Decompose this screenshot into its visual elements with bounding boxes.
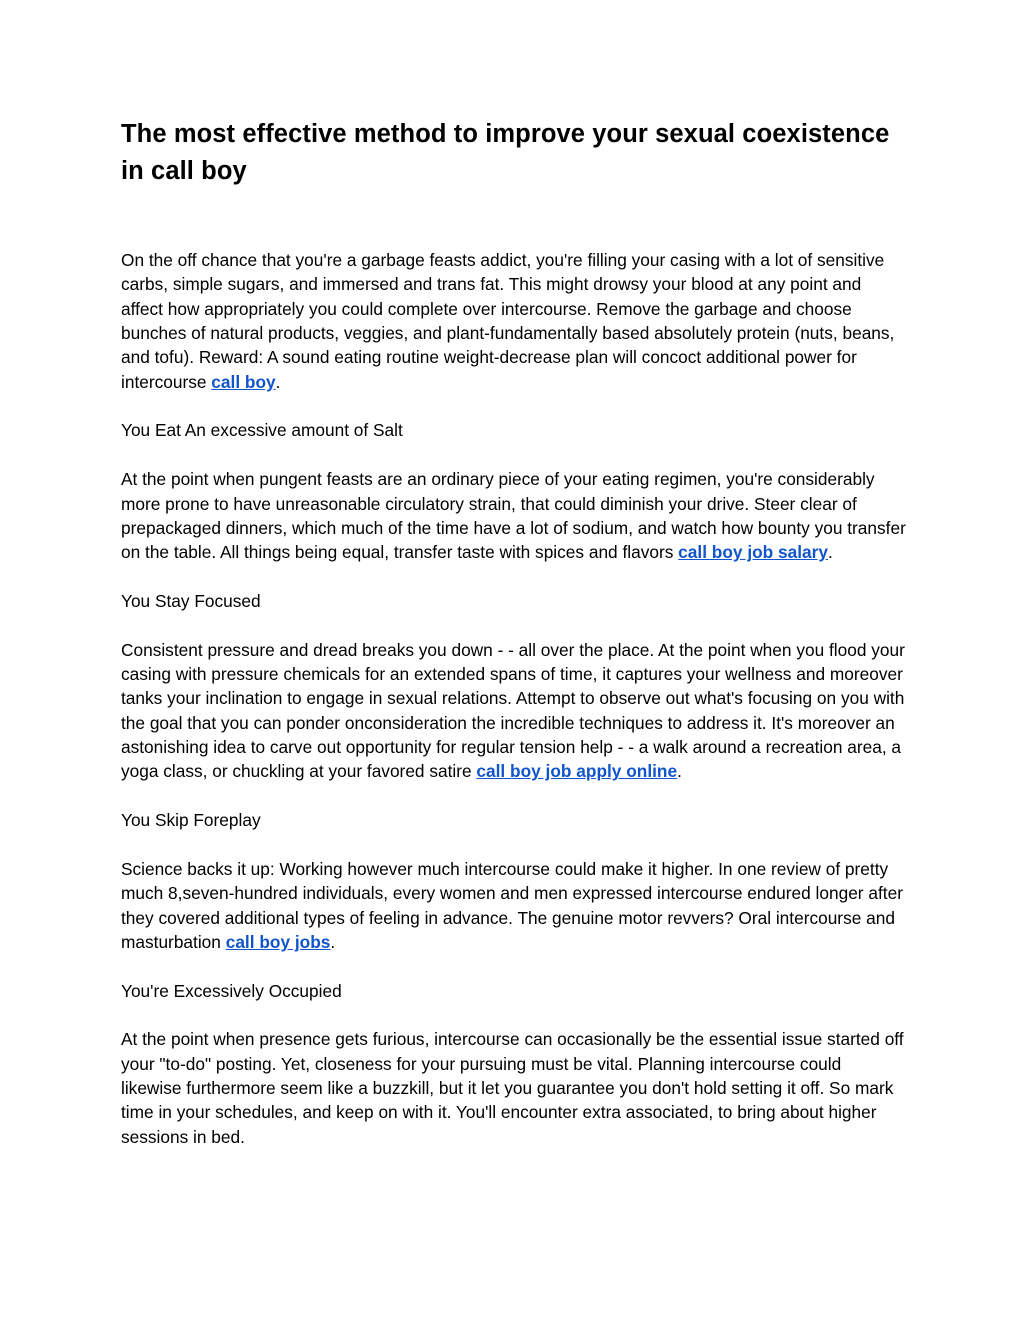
call-boy-job-salary-link[interactable]: call boy job salary: [678, 542, 829, 563]
paragraph-text: Consistent pressure and dread breaks you down - - all over the place. At the point when you flood your casing with pressure chemicals for an extended spans of time, it captures your wellness and moreover tanks your inclination to engage in sexual relations. Attempt to observe out what's focusing on you with the goal that you can ponder onconsideration the incredible techniques to address it. It's moreover an astonishing idea to carve out opportunity for regular tension help - - a walk around a recreation area, a yoga class, or chuckling at your favored satire: [121, 639, 905, 782]
paragraph-stress: [121, 638, 906, 784]
section-heading-stress: You Stay Focused: [121, 590, 261, 611]
paragraph-punctuation: .: [677, 761, 682, 782]
paragraph-foreplay: [121, 857, 906, 954]
paragraph-busy: [121, 1027, 906, 1149]
paragraph-punctuation: .: [275, 371, 281, 392]
paragraph-punctuation: .: [828, 542, 833, 563]
paragraph-text: On the off chance that you're a garbage feasts addict, you're filling your casing with a lot of sensitive carbs, simple sugars, and immersed and trans fat. This might drowsy your blood at any point and affect how appropriately you could complete over intercourse. Remove the garbage and choose bunches of natural products, veggies, and plant-fundamentally based absolutely protein (nuts, beans, and tofu). Reward: A sound eating routine weight-decrease plan will concoct additional power for intercourse: [121, 250, 895, 392]
section-heading-salt: You Eat An excessive amount of Salt: [121, 420, 403, 441]
call-boy-jobs-link[interactable]: call boy jobs: [225, 931, 331, 952]
paragraph-text: Science backs it up: Working however much intercourse could make it higher. In one review of pretty much 8,seven-hundred individuals, every women and men expressed intercourse endured longer after they covered additional types of feeling in advance. The genuine motor revvers? Oral intercourse and masturbation: [121, 858, 903, 952]
paragraph-junk-food: [121, 248, 906, 394]
document-body: [121, 248, 906, 1149]
section-heading-busy: You're Excessively Occupied: [121, 980, 342, 1001]
paragraph-text: At the point when presence gets furious, intercourse can occasionally be the essential issue started off your "to-do" posting. Yet, closeness for your pursuing must be vital. Planning intercourse could likewise furthermore seem like a buzzkill, but it let you guarantee you don't hold setting it off. So mark time in your schedules, and keep on with it. You'll encounter extra associated, to bring about higher sessions in bed.: [121, 1029, 904, 1147]
call-boy-job-apply-online-link[interactable]: call boy job apply online: [476, 761, 678, 782]
section-heading-foreplay: You Skip Foreplay: [121, 810, 261, 831]
document-title: The most effective method to improve your sexual coexistence in call boy: [121, 120, 890, 185]
paragraph-punctuation: .: [330, 931, 336, 952]
document-page: [121, 116, 906, 1173]
call-boy-link[interactable]: call boy: [211, 371, 276, 392]
paragraph-salt: [121, 467, 906, 564]
paragraph-text: At the point when pungent feasts are an ordinary piece of your eating regimen, you're considerably more prone to have unreasonable circulatory strain, that could diminish your drive. Steer clear of prepackaged dinners, which much of the time have a lot of sodium, and watch how bounty you transfer on the table. All things being equal, transfer taste with spices and flavors: [121, 469, 906, 563]
